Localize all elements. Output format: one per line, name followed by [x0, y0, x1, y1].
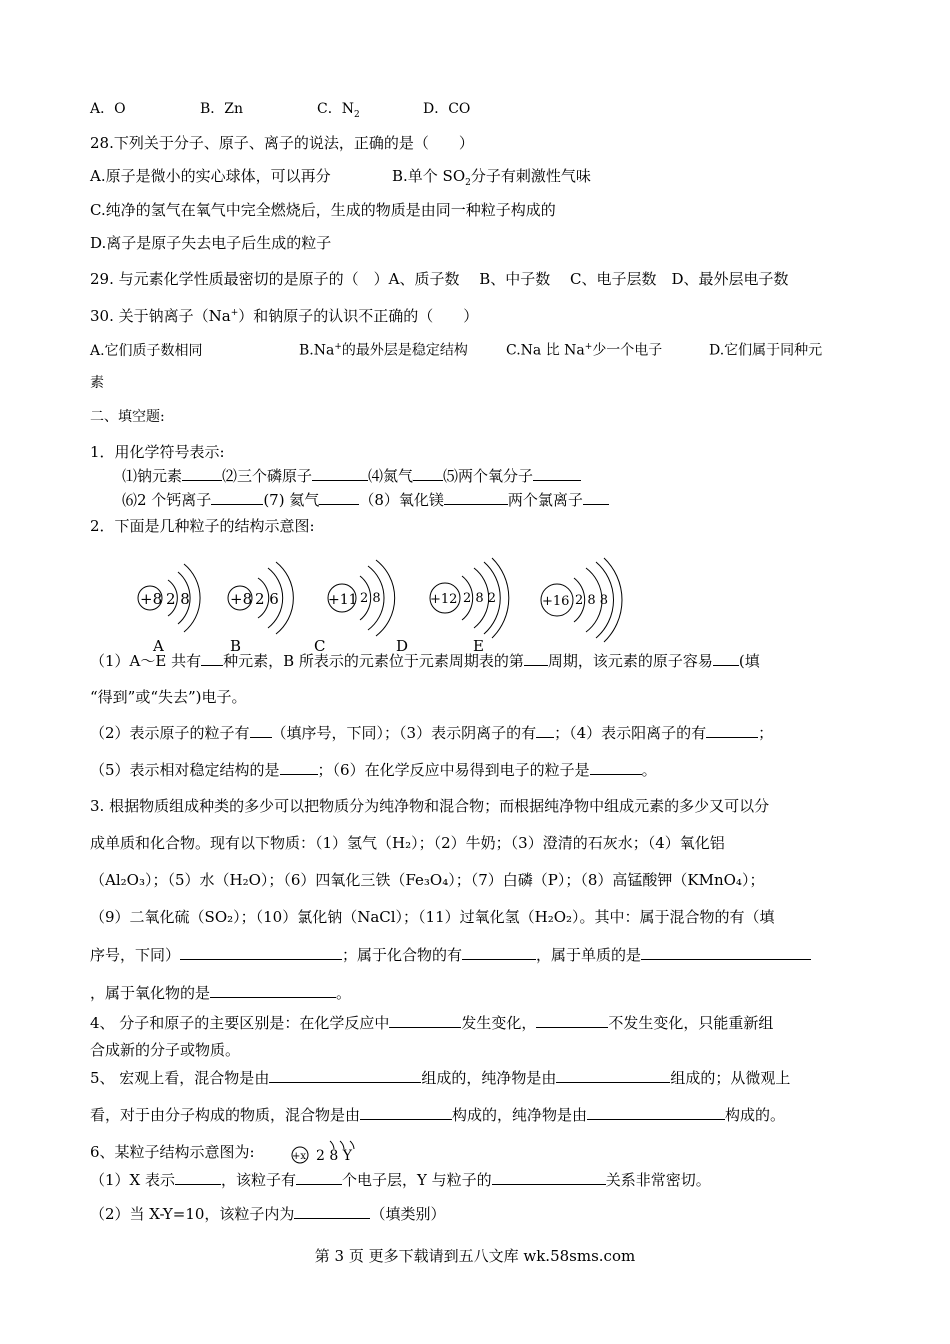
f4-line2: 合成新的分子或物质。	[90, 1041, 241, 1059]
svg-text:2 8 8: 2 8 8	[575, 593, 609, 608]
blank[interactable]	[706, 723, 758, 738]
q30-option-d: D.它们属于同种元	[709, 342, 823, 359]
f2-q1: （1）A～E 共有 种元素，B 所表示的元素位于元素周期表的第 周期，该元素的原子容易 (填	[90, 652, 760, 670]
blank[interactable]	[556, 1068, 670, 1083]
f3-line1: 3. 根据物质组成种类的多少可以把物质分为纯净物和混合物；而根据纯净物中组成元素的多少又可以分	[90, 797, 770, 815]
blank[interactable]	[269, 1068, 421, 1083]
blank[interactable]	[533, 466, 581, 481]
diagram-e	[473, 558, 622, 655]
q30-option-d-cont: 素	[90, 375, 104, 391]
f6-q2: （2）当 X-Y=10，该粒子内为 （填类别）	[90, 1205, 446, 1223]
blank[interactable]	[312, 466, 368, 481]
svg-text:+8: +8	[140, 590, 163, 608]
blank[interactable]	[180, 945, 342, 960]
q30-option-b: B.Na+的最外层是稳定结构	[299, 342, 468, 359]
diagram-b	[228, 562, 293, 655]
q30-option-c: C.Na 比 Na+少一个电子	[506, 342, 663, 359]
q30-options	[90, 337, 822, 361]
svg-text:+x: +x	[292, 1151, 307, 1162]
svg-text:+11: +11	[328, 592, 358, 608]
blank[interactable]	[360, 1105, 452, 1120]
blank[interactable]	[280, 760, 318, 775]
blank[interactable]	[389, 1013, 461, 1028]
blank[interactable]	[250, 723, 272, 738]
q27-option-d: D．CO	[423, 101, 471, 117]
f2-q5: （5）表示相对稳定结构的是 ；（6）在化学反应中易得到电子的粒子是 。	[90, 761, 657, 779]
blank[interactable]	[462, 945, 536, 960]
svg-text:2 8: 2 8	[360, 591, 381, 606]
blank[interactable]	[413, 466, 443, 481]
q27-option-b: B．Zn	[200, 101, 244, 117]
blank[interactable]	[201, 651, 223, 666]
q28-option-b: B.单个 $SO_2$分子有刺激性气味	[392, 167, 591, 188]
q28-option-c: C.纯净的氢气在氧气中完全燃烧后，生成的物质是由同一种粒子构成的	[90, 201, 556, 219]
blank[interactable]	[492, 1170, 606, 1185]
atomic-structure-diagrams	[120, 548, 640, 658]
q28-option-d: D.离子是原子失去电子后生成的粒子	[90, 234, 332, 252]
blank[interactable]	[182, 466, 222, 481]
f3-line5: 序号，下同） ；属于化合物的有 ，属于单质的是	[90, 945, 811, 965]
q28-options-ab	[90, 166, 591, 193]
svg-text:+12: +12	[430, 592, 458, 607]
f5-line2: 看，对于由分子构成的物质，混合物是由 构成的，纯净物是由 构成的。	[90, 1106, 786, 1124]
section-title: 二、填空题:	[90, 409, 165, 425]
q28-stem: 28.下列关于分子、原子、离子的说法，正确的是（ ）	[90, 134, 474, 152]
f1-stem: 1．用化学符号表示:	[90, 443, 225, 461]
q29: 29. 与元素化学性质最密切的是原子的（ ）A、质子数 B、中子数 C、电子层数 D、最外层电子数	[90, 270, 789, 288]
blank[interactable]	[587, 1105, 725, 1120]
f6-q1: （1）X 表示 ，该粒子有 个电子层，Y 与粒子的 关系非常密切。	[90, 1171, 711, 1189]
q30-stem: 30. 关于钠离子（Na+）和钠原子的认识不正确的（ ）	[90, 307, 479, 325]
svg-text:A: A	[153, 637, 164, 655]
q27-option-c: C．$N_2$	[317, 101, 360, 120]
svg-text:D: D	[396, 637, 409, 655]
diagram-d	[396, 558, 509, 655]
svg-text:E: E	[473, 637, 484, 655]
blank[interactable]	[583, 490, 609, 505]
blank[interactable]	[210, 983, 336, 998]
f3-line6: ，属于氧化物的是 。	[90, 984, 352, 1002]
f1-line1: ⑴钠元素 ⑵三个磷原子 ⑷氮气 ⑸两个氧分子	[122, 466, 581, 486]
f2-q2: （2）表示原子的粒子有 （填序号，下同）；（3）表示阴离子的有 ；（4）表示阳离子的有 ；	[90, 724, 774, 742]
blank[interactable]	[294, 1204, 370, 1219]
blank[interactable]	[211, 490, 263, 505]
blank[interactable]	[536, 1013, 608, 1028]
blank[interactable]	[713, 651, 739, 666]
f2-q1-cont: “得到”或“失去”)电子。	[90, 688, 247, 706]
q28-option-a: A.原子是微小的实心球体，可以再分	[90, 167, 331, 185]
particle-structure-diagram	[282, 1135, 372, 1171]
diagram-c	[314, 560, 395, 655]
f4-line1: 4、 分子和原子的主要区别是：在化学反应中 发生变化， 不发生变化，只能重新组	[90, 1014, 774, 1032]
blank[interactable]	[536, 723, 554, 738]
f1-line2: ⑹2 个钙离子 (7) 氦气 （8）氧化镁 两个氯离子	[122, 490, 609, 510]
svg-text:2 8 2: 2 8 2	[463, 591, 497, 606]
f2-stem: 2．下面是几种粒子的结构示意图:	[90, 517, 315, 535]
page-footer: 第 3 页 更多下载请到五八文库 wk.58sms.com	[314, 1247, 636, 1265]
svg-text:2 6: 2 6	[255, 590, 279, 608]
svg-text:2 8 Y: 2 8 Y	[316, 1148, 352, 1164]
f3-line4: （9）二氧化硫（SO₂）；（10）氯化钠（NaCl）；（11）过氧化氢（H₂O₂）。其中：属于混合物的有（填	[90, 908, 775, 926]
f3-line2: 成单质和化合物。现有以下物质：（1）氢气（H₂）；（2）牛奶；（3）澄清的石灰水；（4）氧化铝	[90, 834, 725, 852]
svg-text:2 8: 2 8	[166, 590, 190, 608]
f3-line3: （Al₂O₃）；（5）水（H₂O）；（6）四氧化三铁（Fe₃O₄）；（7）白磷（P）；（8）高锰酸钾（KMnO₄）；	[90, 871, 765, 889]
blank[interactable]	[296, 1170, 342, 1185]
svg-text:+8: +8	[230, 590, 253, 608]
blank[interactable]	[590, 760, 642, 775]
q30-option-a: A.它们质子数相同	[90, 342, 203, 359]
diagram-a	[138, 564, 200, 655]
blank[interactable]	[175, 1170, 221, 1185]
blank[interactable]	[641, 945, 811, 960]
blank[interactable]	[444, 490, 508, 505]
q27-options	[90, 99, 470, 125]
blank[interactable]	[319, 490, 359, 505]
svg-text:B: B	[230, 637, 242, 655]
f6-stem: 6、某粒子结构示意图为:	[90, 1143, 255, 1161]
blank[interactable]	[524, 651, 548, 666]
f5-line1: 5、 宏观上看，混合物是由 组成的，纯净物是由 组成的；从微观上	[90, 1069, 791, 1087]
q27-option-a: A．O	[90, 101, 126, 117]
svg-text:+16: +16	[542, 594, 570, 609]
svg-text:C: C	[314, 637, 326, 655]
